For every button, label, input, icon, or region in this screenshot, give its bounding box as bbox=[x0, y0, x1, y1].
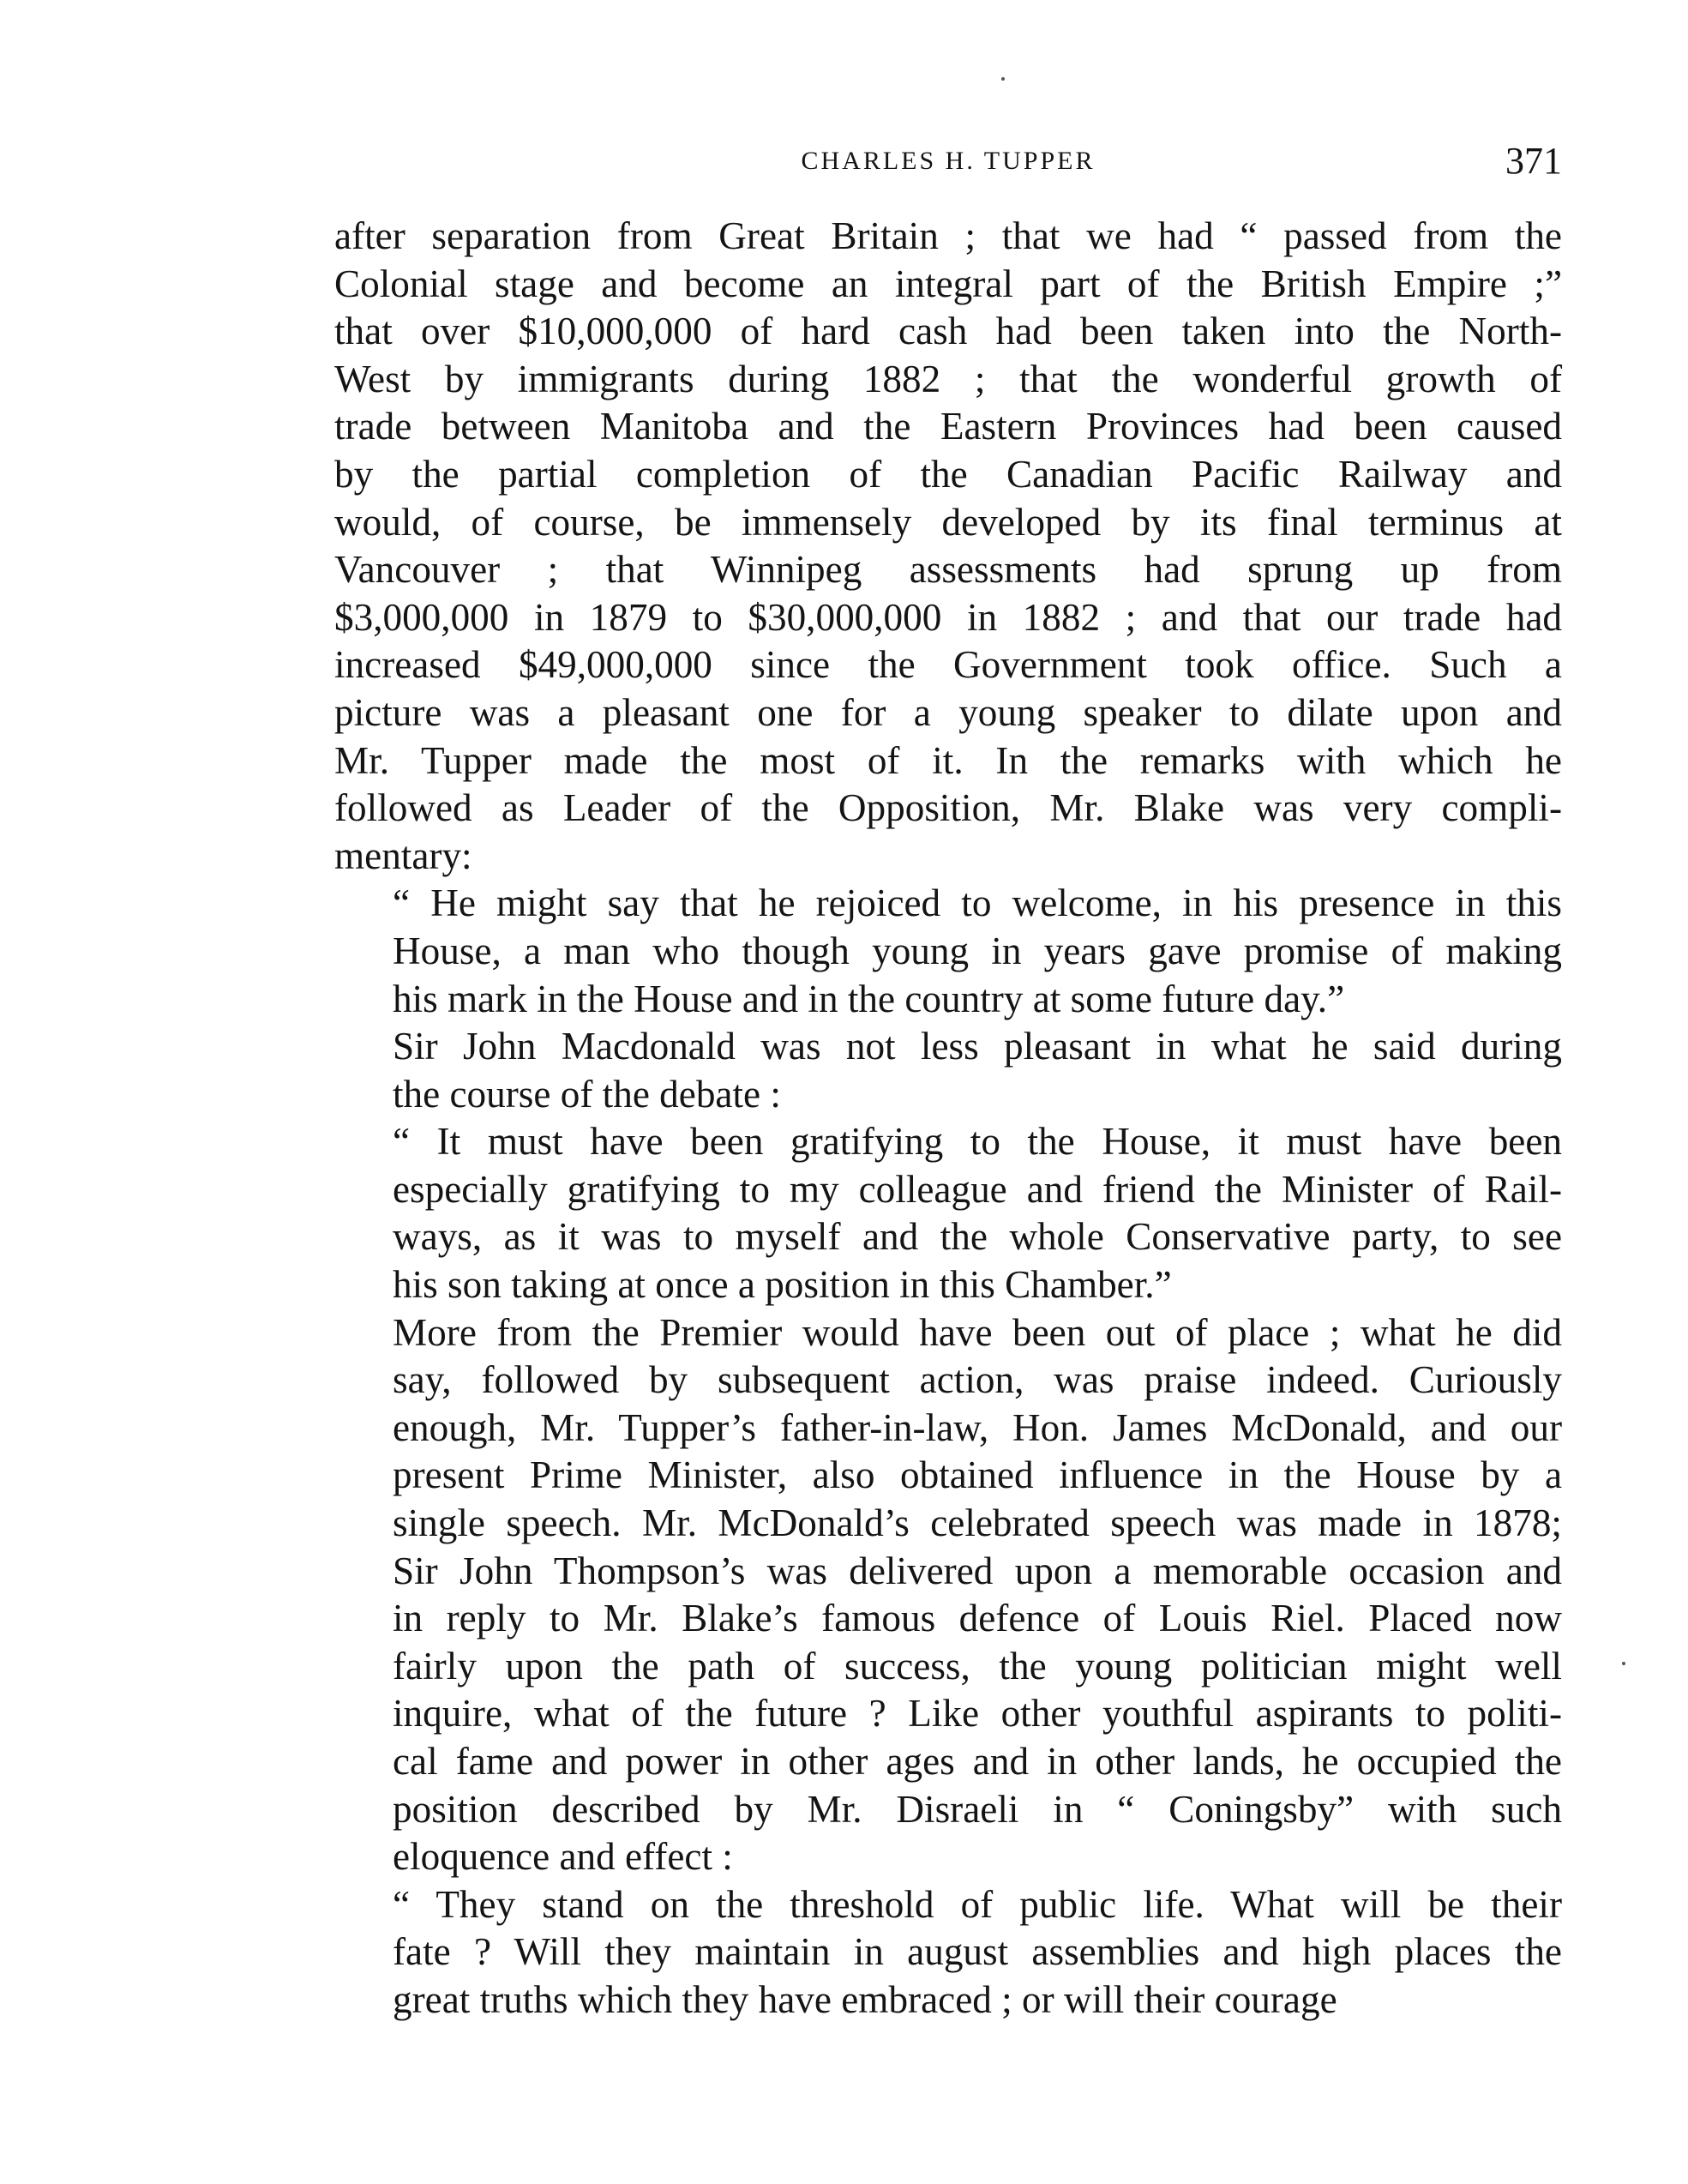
text-line: $3,000,000 in 1879 to $30,000,000 in 1882 ; and that our trade had bbox=[334, 595, 1562, 639]
text-line: Colonial stage and become an integral part of the British Empire ;” bbox=[334, 262, 1562, 305]
text-line: West by immigrants during 1882 ; that the wonderful growth of bbox=[334, 357, 1562, 400]
scan-speck bbox=[1001, 77, 1005, 81]
text-line: especially gratifying to my colleague and friend the Minister of Rail- bbox=[393, 1167, 1562, 1211]
text-line: the course of the debate : bbox=[393, 1072, 781, 1116]
text-line: fate ? Will they maintain in august assemblies and high places the bbox=[393, 1930, 1562, 1974]
text-line: Sir John Thompson’s was delivered upon a memorable occasion and bbox=[393, 1549, 1562, 1592]
text-line: followed as Leader of the Opposition, Mr. Blake was very compli- bbox=[334, 786, 1562, 830]
scan-speck bbox=[1622, 1662, 1625, 1665]
running-head bbox=[334, 140, 1562, 196]
text-line: mentary: bbox=[334, 833, 472, 877]
text-line: trade between Manitoba and the Eastern Provinces had been caused bbox=[334, 405, 1562, 448]
paragraph bbox=[334, 1881, 1562, 2025]
text-line: single speech. Mr. McDonald’s celebrated speech was made in 1878; bbox=[393, 1501, 1562, 1545]
paragraph bbox=[334, 1309, 1562, 1881]
paragraph bbox=[334, 213, 1562, 880]
text-line: inquire, what of the future ? Like other youthful aspirants to politi- bbox=[393, 1692, 1562, 1736]
text-line: that over $10,000,000 of hard cash had been taken into the North- bbox=[334, 310, 1562, 353]
text-line: ways, as it was to myself and the whole Conservative party, to see bbox=[393, 1215, 1562, 1259]
paragraph bbox=[334, 1023, 1562, 1118]
text-line: “ He might say that he rejoiced to welcome, in his presence in this bbox=[393, 881, 1562, 925]
text-line: after separation from Great Britain ; that we had “ passed from the bbox=[334, 214, 1562, 257]
text-line: present Prime Minister, also obtained influence in the House by a bbox=[393, 1453, 1562, 1497]
text-line: Vancouver ; that Winnipeg assessments had sprung up from bbox=[334, 548, 1562, 592]
paragraph bbox=[334, 880, 1562, 1023]
text-line: increased $49,000,000 since the Government took office. Such a bbox=[334, 643, 1562, 687]
text-line: his mark in the House and in the country at some future day.” bbox=[393, 977, 1345, 1020]
text-line: Sir John Macdonald was not less pleasant in what he said during bbox=[393, 1025, 1562, 1068]
text-line: fairly upon the path of success, the young politician might well bbox=[393, 1644, 1562, 1688]
text-line: position described by Mr. Disraeli in “ Coningsby” with such bbox=[393, 1787, 1562, 1831]
text-line: “ They stand on the threshold of public life. What will be their bbox=[393, 1882, 1562, 1926]
text-line: House, a man who though young in years gave promise of making bbox=[393, 929, 1562, 972]
paragraph bbox=[334, 1118, 1562, 1309]
text-line: Mr. Tupper made the most of it. In the remarks with which he bbox=[334, 738, 1562, 782]
text-line: enough, Mr. Tupper’s father-in-law, Hon. James McDonald, and our bbox=[393, 1405, 1562, 1449]
text-line: More from the Premier would have been out of place ; what he did bbox=[393, 1310, 1562, 1354]
body-text bbox=[334, 213, 1562, 2025]
text-line: great truths which they have embraced ; or will their courage bbox=[393, 1977, 1337, 2021]
running-title: CHARLES H. TUPPER bbox=[801, 147, 1096, 175]
text-line: say, followed by subsequent action, was praise indeed. Curiously bbox=[393, 1358, 1562, 1402]
text-line: eloquence and effect : bbox=[393, 1835, 733, 1879]
text-line: would, of course, be immensely developed by its final terminus at bbox=[334, 500, 1562, 544]
text-line: cal fame and power in other ages and in other lands, he occupied the bbox=[393, 1740, 1562, 1783]
text-line: by the partial completion of the Canadian Pacific Railway and bbox=[334, 452, 1562, 496]
text-line: “ It must have been gratifying to the House, it must have been bbox=[393, 1120, 1562, 1164]
text-line: in reply to Mr. Blake’s famous defence of Louis Riel. Placed now bbox=[393, 1597, 1562, 1640]
text-line: his son taking at once a position in this Chamber.” bbox=[393, 1263, 1172, 1307]
text-line: picture was a pleasant one for a young speaker to dilate upon and bbox=[334, 690, 1562, 734]
page-number: 371 bbox=[1505, 140, 1562, 182]
